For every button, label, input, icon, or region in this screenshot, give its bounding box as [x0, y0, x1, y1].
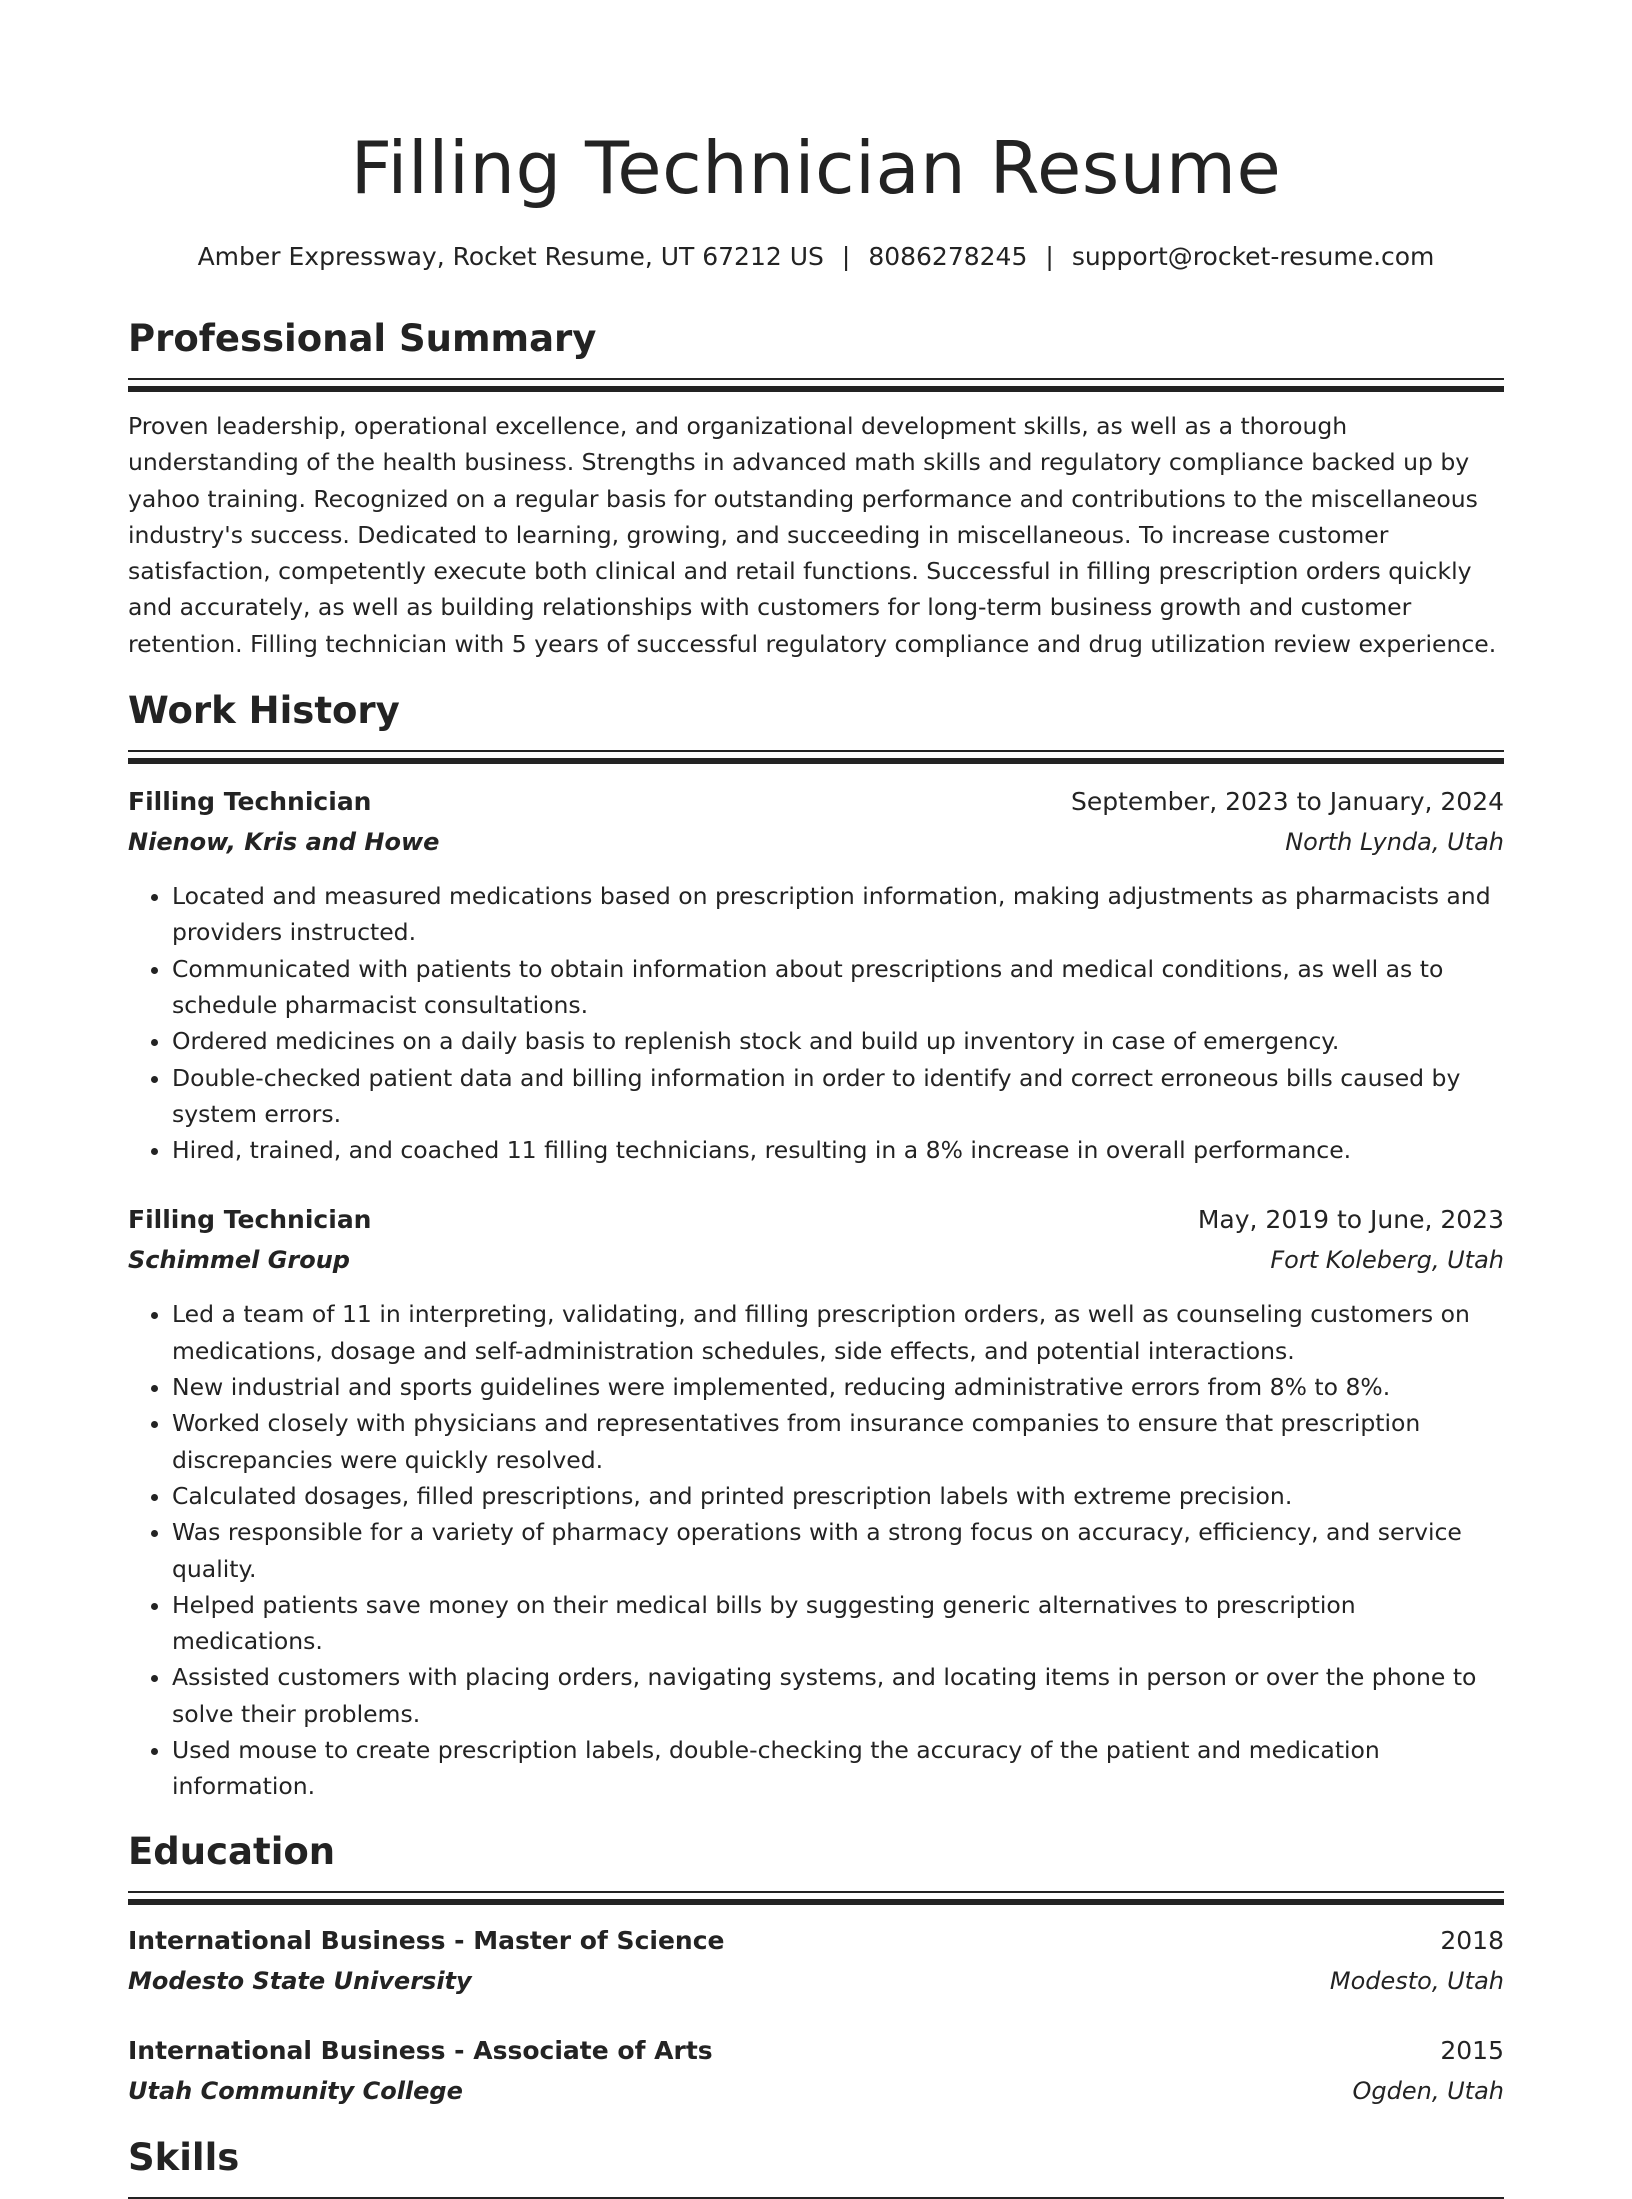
work-history-section [128, 686, 1504, 1805]
job-bullet: • Hired, trained, and coached 11 filling technicians, resulting in a 8% increase in overall performance. [172, 1132, 1504, 1168]
job-bullet: • Led a team of 11 in interpreting, validating, and filling prescription orders, as well as counseling customers on medications, dosage and self-administration schedules, side effects, and potential interactions. [172, 1296, 1504, 1369]
job-bullets [128, 1296, 1504, 1804]
education-heading: Education [128, 1829, 336, 1873]
education-section [128, 1827, 1504, 2111]
contact-address: Amber Expressway, Rocket Resume, UT 67212 US [197, 242, 824, 271]
contact-separator: | [841, 242, 851, 271]
contact-separator: | [1045, 242, 1054, 271]
job-bullets [128, 878, 1504, 1168]
summary-section [128, 314, 1504, 662]
job-bullet: • Calculated dosages, filled prescriptions, and printed prescription labels with extreme precision. [172, 1478, 1504, 1514]
job-dates: September, 2023 to January, 2024 [1071, 787, 1504, 817]
section-divider [128, 1891, 1504, 1905]
degree: International Business - Master of Science [128, 1925, 725, 1955]
job-entry [128, 782, 1504, 1168]
job-bullet: • Helped patients save money on their medical bills by suggesting generic alternatives to prescription medications. [172, 1587, 1504, 1660]
job-bullet: • Used mouse to create prescription labels, double-checking the accuracy of the patient and medication information. [172, 1732, 1504, 1805]
work-history-heading: Work History [128, 689, 400, 733]
contact-line [128, 240, 1504, 274]
job-title: Filling Technician [128, 787, 372, 817]
contact-phone: 8086278245 [868, 242, 1028, 271]
school-name: Utah Community College [128, 2076, 463, 2105]
school-location: Ogden, Utah [1352, 2076, 1504, 2105]
education-entry [128, 2031, 1504, 2111]
summary-text: Proven leadership, operational excellence, and organizational development skills, as well as a thorough understanding of the health business. Strengths in advanced math skills and regulatory compliance backed up by yahoo training. Recognized on a regular basis for outstanding performance and contributions to the miscellaneous industry's success. Dedicated to learning, growing, and succeeding in miscellaneous. To increase customer satisfaction, competently execute both clinical and retail functions. Successful in filling prescription orders quickly and accurately, as well as building relationships with customers for long-term business growth and customer retention. Filling technician with 5 years of successful regulatory compliance and drug utilization review experience. [128, 412, 1497, 658]
job-employer: Nienow, Kris and Howe [128, 828, 440, 857]
job-employer: Schimmel Group [128, 1246, 350, 1275]
job-bullet: • Double-checked patient data and billing information in order to identify and correct erroneous bills caused by system errors. [172, 1060, 1504, 1133]
job-entry [128, 1200, 1504, 1804]
summary-heading: Professional Summary [128, 317, 597, 360]
job-location: Fort Koleberg, Utah [1270, 1246, 1504, 1275]
job-location: North Lynda, Utah [1285, 828, 1504, 857]
graduation-year: 2015 [1440, 2035, 1504, 2065]
job-bullet: • Assisted customers with placing orders, navigating systems, and locating items in person or over the phone to solve their problems. [172, 1659, 1504, 1732]
job-bullet: • Was responsible for a variety of pharmacy operations with a strong focus on accuracy, efficiency, and service quality. [172, 1514, 1504, 1587]
contact-email: support@rocket-resume.com [1071, 242, 1435, 271]
skills-heading: Skills [128, 2135, 240, 2179]
page-title: Filling Technician Resume [350, 126, 1282, 210]
section-divider [128, 2197, 1504, 2199]
skills-section [128, 2133, 1504, 2199]
section-divider [128, 750, 1504, 764]
job-bullet: • Communicated with patients to obtain information about prescriptions and medical conditions, as well as to schedule pharmacist consultations. [172, 951, 1504, 1024]
degree: International Business - Associate of Arts [128, 2035, 713, 2065]
job-bullet: • Worked closely with physicians and representatives from insurance companies to ensure that prescription discrepancies were quickly resolved. [172, 1405, 1504, 1478]
section-divider [128, 378, 1504, 392]
job-bullet: • New industrial and sports guidelines were implemented, reducing administrative errors from 8% to 8%. [172, 1369, 1504, 1405]
job-bullet: • Ordered medicines on a daily basis to replenish stock and build up inventory in case of emergency. [172, 1023, 1504, 1059]
job-dates: May, 2019 to June, 2023 [1197, 1205, 1504, 1235]
job-title: Filling Technician [128, 1205, 372, 1235]
school-location: Modesto, Utah [1329, 1966, 1504, 1995]
job-bullet: • Located and measured medications based on prescription information, making adjustments as pharmacists and providers instructed. [172, 878, 1504, 951]
education-entry [128, 1921, 1504, 2001]
school-name: Modesto State University [128, 1966, 472, 1995]
graduation-year: 2018 [1440, 1925, 1504, 1955]
